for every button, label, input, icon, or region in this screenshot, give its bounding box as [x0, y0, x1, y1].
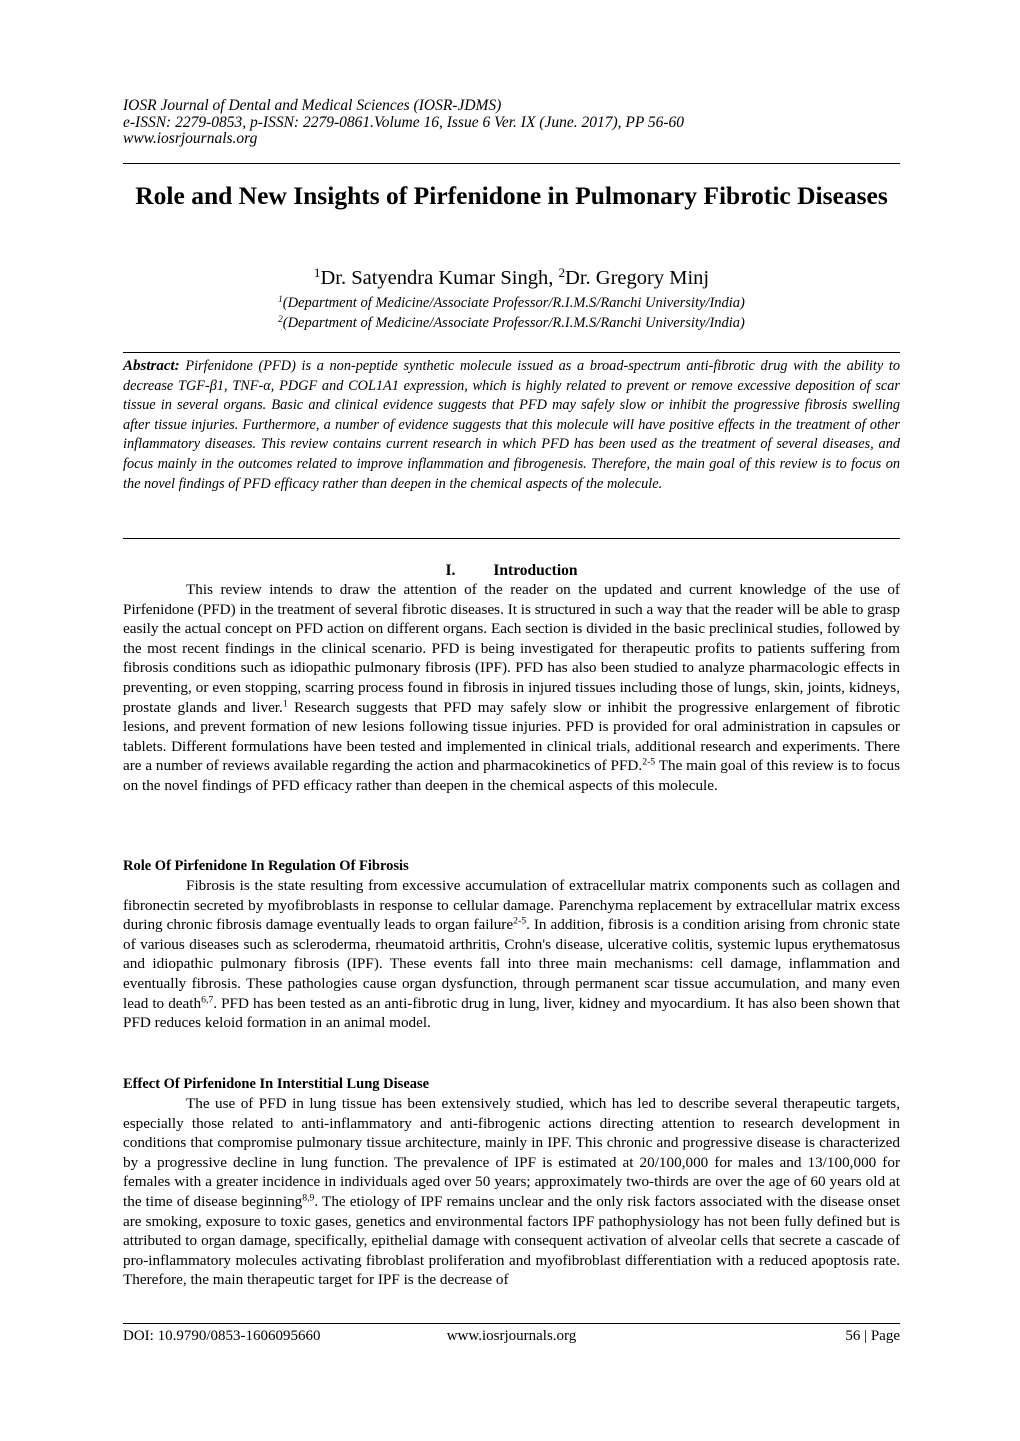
abstract-rule-bottom: [123, 538, 900, 539]
paper-title: Role and New Insights of Pirfenidone in Pulmonary Fibrotic Diseases: [135, 181, 888, 210]
citation-sup: 2-5: [513, 915, 527, 927]
section-heading-introduction: [123, 562, 900, 580]
affiliation-2-sup: 2: [278, 314, 283, 325]
affiliation-1-text: (Department of Medicine/Associate Professor/R.I.M.S/Ranchi University/India): [282, 295, 745, 311]
subsection-heading-lung-disease: Effect Of Pirfenidone In Interstitial Lung Disease: [123, 1076, 430, 1092]
abstract-rule-top: [123, 352, 900, 353]
abstract: [123, 357, 900, 494]
footer-page-number: 56 | Page: [845, 1328, 900, 1344]
journal-header: [123, 98, 900, 148]
journal-name: IOSR Journal of Dental and Medical Sciences (IOSR-JDMS): [123, 97, 502, 114]
intro-text-a: This review intends to draw the attention of the reader on the updated and current knowledge of the use of Pirfenidone (PFD) in the treatment of several fibrotic diseases. It is structured in such a way that the reader will be able to grasp easily the actual concept on PFD action on different organs. Each section is divided in the basic preclinical studies, followed by the most recent findings in the clinical scenario. PFD is being investigated for therapeutic profits to patients suffering from fibrosis conditions such as idiopathic pulmonary fibrosis (IPF). PFD has also been studied to analyze pharmacologic effects in preventing, or even stopping, scarring process found in fibrosis in injured tissues including those of lungs, skin, joints, kidneys, prostate glands and liver.: [123, 581, 900, 716]
abstract-text: Pirfenidone (PFD) is a non-peptide synthetic molecule issued as a broad-spectrum anti-fibrotic drug with the ability to decrease TGF-β1, TNF-α, PDGF and COL1A1 expression, which is highly related to prevent or remove excessive deposition of scar tissue in several organs. Basic and clinical evidence suggests that PFD may safely slow or inhibit the progressive fibrosis swelling after tissue injuries. Furthermore, a number of evidence suggests that this molecule will have positive effects in the treatment of other inflammatory diseases. This review contains current research in which PFD has been used as the treatment of several diseases, and focus mainly in the outcomes related to improve inflammation and fibrogenesis. Therefore, the main goal of this review is to focus on the novel findings of PFD efficacy rather than deepen in the chemical aspects of the molecule.: [123, 358, 900, 492]
section-title: Introduction: [493, 562, 578, 579]
abstract-label: Abstract:: [123, 358, 180, 374]
lung-text-a: The use of PFD in lung tissue has been extensively studied, which has led to describe several therapeutic targets, especially those related to anti-inflammatory and anti-fibrogenic actions directing attention to research development in conditions that compromise pulmonary tissue architecture, mainly in IPF. This chronic and progressive disease is characterized by a progressive decline in lung function. The prevalence of IPF is estimated at 20/100,000 for males and 13/100,000 for females with a greater incidence in individuals aged over 50 years; approximately two-thirds are over the age of 60 years old at the time of disease beginning: [123, 1095, 900, 1210]
author1-name: Dr. Satyendra Kumar Singh,: [320, 267, 559, 289]
affiliation-2: [123, 315, 900, 332]
citation-sup: 2-5: [642, 757, 656, 768]
author1-sup: 1: [313, 264, 321, 280]
author-line: [123, 266, 900, 290]
regulation-paragraph: [123, 876, 900, 1033]
citation-sup: 6,7: [201, 994, 214, 1006]
regulation-text-b: . In addition, fibrosis is a condition arising from chronic state of various diseases such as scleroderma, rheumatoid arthritis, Crohn's disease, ulcerative colitis, systemic lupus erythematosus and idiopathic pulmonary fibrosis (IPF). These events fall into three main mechanisms: cell damage, inflammation and eventually fibrosis. These pathologies cause organ dysfunction, through permanent scar tissue accumulation, and many even lead to death: [123, 916, 900, 1012]
journal-url: www.iosrjournals.org: [123, 130, 258, 147]
subsection-heading-regulation: Role Of Pirfenidone In Regulation Of Fibrosis: [123, 858, 409, 874]
author2-sup: 2: [558, 264, 566, 280]
lung-disease-paragraph: [123, 1094, 900, 1290]
intro-text-b: Research suggests that PFD may safely slow or inhibit the progressive enlargement of fibrotic lesions, and prevent formation of new lesions following tissue injuries. PFD is provided for oral administration in capsules or tablets. Different formulations have been tested and implemented in clinical trials, additional research and experiments. There are a number of reviews available regarding the action and pharmacokinetics of PFD.: [123, 698, 900, 775]
journal-issn: e-ISSN: 2279-0853, p-ISSN: 2279-0861.Volume 16, Issue 6 Ver. IX (June. 2017), PP 56-60: [123, 113, 685, 131]
affiliation-1: [123, 295, 900, 312]
header-rule: [123, 163, 900, 164]
intro-text-c: The main goal of this review is to focus on the novel findings of PFD efficacy rather than deepen in the chemical aspects of this molecule.: [123, 757, 900, 794]
footer-doi: DOI: 10.9790/0853-1606095660: [123, 1328, 321, 1344]
footer-site: www.iosrjournals.org: [446, 1328, 577, 1344]
author2-name: Dr. Gregory Minj: [565, 267, 710, 289]
page-footer: [123, 1328, 900, 1348]
regulation-text-c: . PFD has been tested as an anti-fibrotic drug in lung, liver, kidney and myocardium. It has also been shown that PFD reduces keloid formation in an animal model.: [123, 994, 900, 1032]
introduction-paragraph: [123, 580, 900, 796]
affiliation-2-text: (Department of Medicine/Associate Professor/R.I.M.S/Ranchi University/India): [282, 315, 745, 331]
footer-rule: [123, 1323, 900, 1324]
regulation-text-a: Fibrosis is the state resulting from excessive accumulation of extracellular matrix components such as collagen and fibronectin secreted by myofibroblasts in response to cellular damage. Parenchyma replacement by extracellular matrix excess during chronic fibrosis damage eventually leads to organ failure: [123, 877, 900, 934]
citation-sup: 1: [282, 698, 288, 710]
citation-sup: 8,9: [302, 1192, 315, 1204]
affiliation-1-sup: 1: [278, 294, 283, 305]
section-number: I.: [445, 562, 456, 579]
lung-text-b: . The etiology of IPF remains unclear and the only risk factors associated with the disease onset are smoking, exposure to toxic gases, genetics and environmental factors IPF pathophysiology has not been fully defined but is attributed to organ damage, specifically, epithelial damage with consequent activation of alveolar cells that secrete a cascade of pro-inflammatory molecules activating fibroblast proliferation and myofibroblast differentiation with a reduced apoptosis rate. Therefore, the main therapeutic target for IPF is the decrease of: [123, 1192, 900, 1289]
